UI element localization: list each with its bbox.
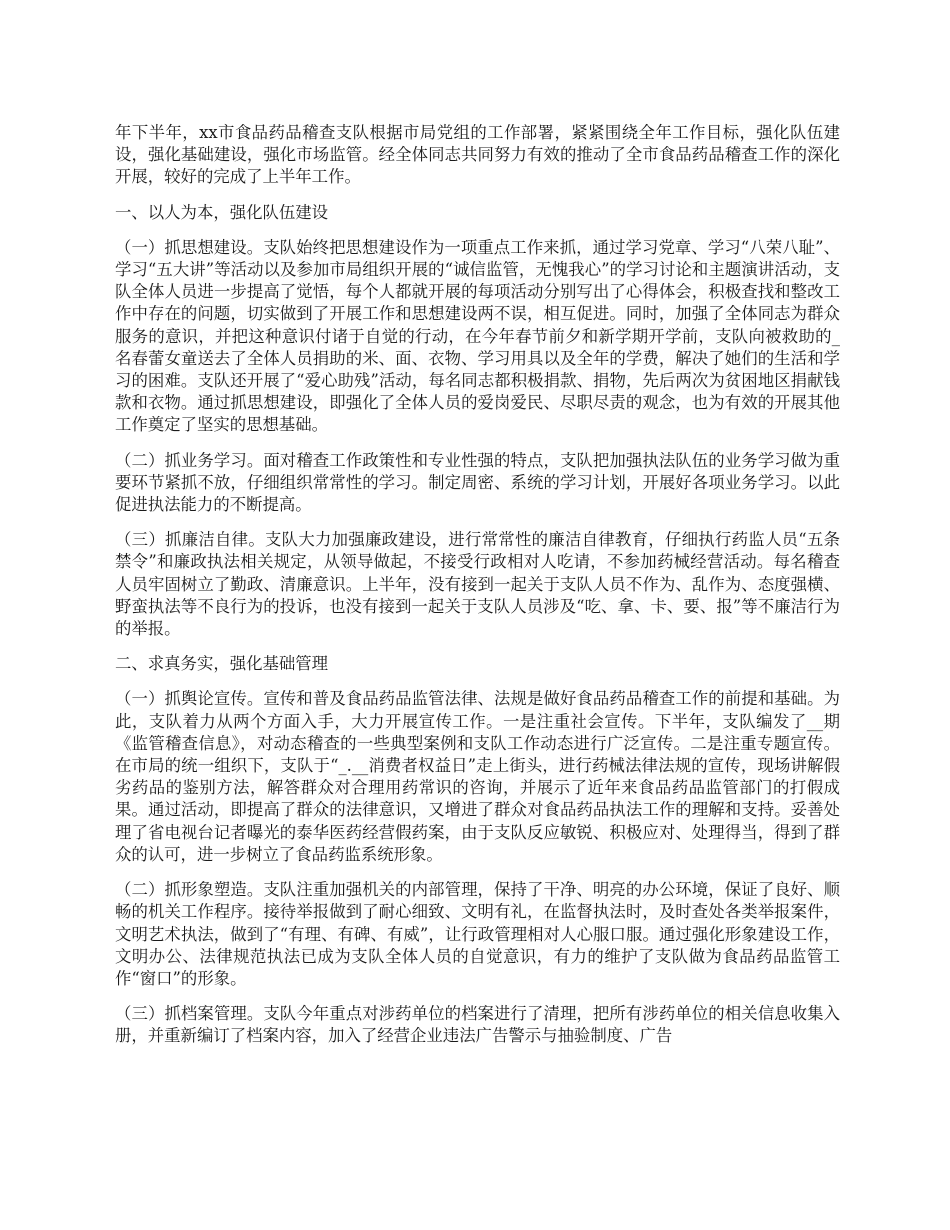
paragraph-integrity: （三）抓廉洁自律。支队大力加强廉政建设，进行常常性的廉洁自律教育，仔细执行药监人员“五条禁令”和廉政执法相关规定，从领导做起，不接受行政相对人吃请，不参加药械经营活动。每名稽查人员牢固树立了勤政、清廉意识。上半年，没有接到一起关于支队人员不作为、乱作为、态度强横、野蛮执法等不良行为的投诉，也没有接到一起关于支队人员涉及“吃、拿、卡、要、报”等不廉洁行为的举报。 xyxy=(115,530,840,639)
paragraph-publicity: （一）抓舆论宣传。宣传和普及食品药品监管法律、法规是做好食品药品稽查工作的前提和基础。为此，支队着力从两个方面入手，大力开展宣传工作。一是注重社会宣传。下半年，支队编发了__期《监管稽查信息》，对动态稽查的一些典型案例和支队工作动态进行广泛宣传。二是注重专题宣传。在市局的统一组织下，支队于“_.__消费者权益日”走上街头，进行药械法律法规的宣传，现场讲解假劣药品的鉴别方法，解答群众对合理用药常识的咨询，并展示了近年来食品药品监管部门的打假成果。通过活动，即提高了群众的法律意识，又增进了群众对食品药品执法工作的理解和支持。妥善处理了省电视台记者曝光的泰华医药经营假药案，由于支队反应敏锐、积极应对、处理得当，得到了群众的认可，进一步树立了食品药监系统形象。 xyxy=(115,689,840,864)
intro-paragraph: 年下半年，xx市食品药品稽查支队根据市局党组的工作部署，紧紧围绕全年工作目标，强化队伍建设，强化基础建设，强化市场监管。经全体同志共同努力有效的推动了全市食品药品稽查工作的深化开展，较好的完成了上半年工作。 xyxy=(115,123,840,187)
section-heading-2: 二、求真务实，强化基础管理 xyxy=(115,654,329,674)
section-heading-1: 一、以人为本，强化队伍建设 xyxy=(115,202,329,222)
paragraph-image-building: （二）抓形象塑造。支队注重加强机关的内部管理，保持了干净、明亮的办公环境，保证了良好、顺畅的机关工作程序。接待举报做到了耐心细致、文明有礼，在监督执法时，及时查处各类举报案件，文明艺术执法，做到了“有理、有碑、有威”，让行政管理相对人心服口服。通过强化形象建设工作，文明办公、法律规范执法已成为支队全体人员的自觉意识，有力的维护了支队做为食品药品监管工作“窗口”的形象。 xyxy=(115,880,840,988)
paragraph-archive-management: （三）抓档案管理。支队今年重点对涉药单位的档案进行了清理，把所有涉药单位的相关信息收集入册，并重新编订了档案内容，加入了经营企业违法广告警示与抽验制度、广告 xyxy=(115,1004,840,1046)
paragraph-thought-building: （一）抓思想建设。支队始终把思想建设作为一项重点工作来抓，通过学习党章、学习“八荣八耻”、学习“五大讲”等活动以及参加市局组织开展的“诚信监管，无愧我心”的学习讨论和主题演讲活动，支队全体人员进一步提高了觉悟，每个人都就开展的每项活动分别写出了心得体会，积极查找和整改工作中存在的问题，切实做到了开展工作和思想建设两不误，相互促进。同时，加强了全体同志为群众服务的意识，并把这种意识付诸于自觉的行动，在今年春节前夕和新学期开学前，支队向被救助的_名春蕾女童送去了全体人员捐助的米、面、衣物、学习用具以及全年的学费，解决了她们的生活和学习的困难。支队还开展了“爱心助残”活动，每名同志都积极捐款、捐物，先后两次为贫困地区捐献钱款和衣物。通过抓思想建设，即强化了全体人员的爱岗爱民、尽职尽责的观念，也为有效的开展其他工作奠定了坚实的思想基础。 xyxy=(115,237,840,435)
document-body xyxy=(115,122,840,1061)
paragraph-business-study: （二）抓业务学习。面对稽查工作政策性和专业性强的特点，支队把加强执法队伍的业务学习做为重要环节紧抓不放，仔细组织常常性的学习。制定周密、系统的学习计划，开展好各项业务学习。以此促进执法能力的不断提高。 xyxy=(115,450,840,515)
